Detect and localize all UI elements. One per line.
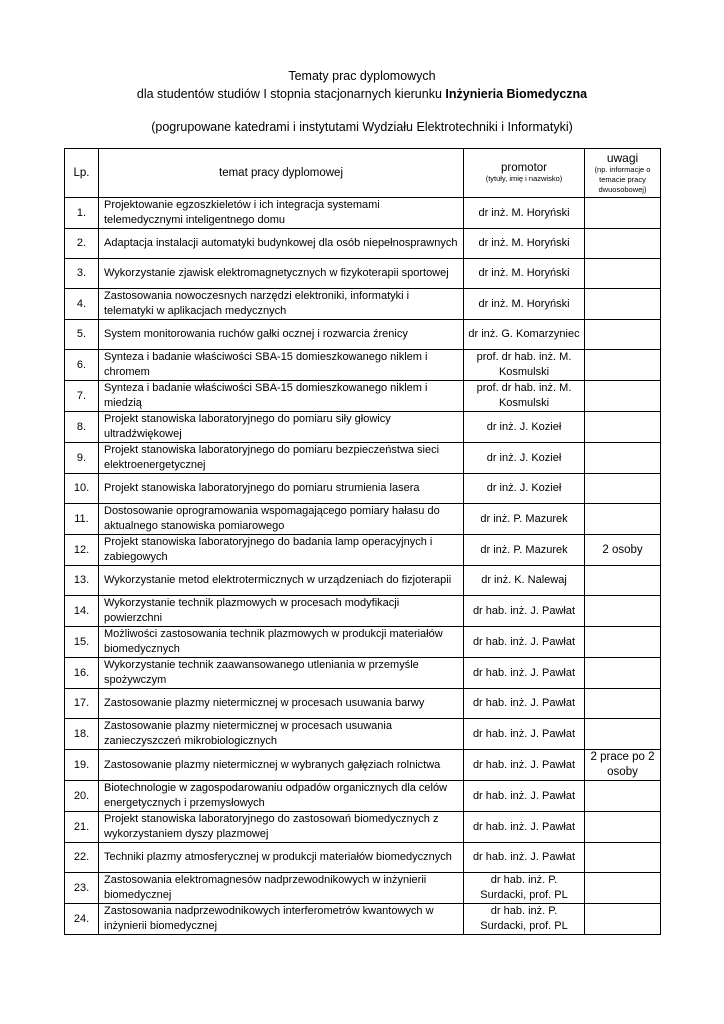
row-uwagi bbox=[585, 198, 661, 229]
row-uwagi bbox=[585, 350, 661, 381]
table-row bbox=[65, 689, 661, 719]
row-uwagi bbox=[585, 904, 661, 935]
row-topic: Biotechnologie w zagospodarowaniu odpadów organicznych dla celów energetycznych i przemysłowych bbox=[99, 781, 464, 812]
row-promotor: dr hab. inż. J. Pawłat bbox=[464, 596, 585, 627]
row-number: 6. bbox=[65, 350, 99, 381]
row-topic: Techniki plazmy atmosferycznej w produkcji materiałów biomedycznych bbox=[99, 843, 464, 873]
row-promotor: dr hab. inż. J. Pawłat bbox=[464, 781, 585, 812]
topics-table bbox=[64, 148, 661, 935]
row-topic: Zastosowanie plazmy nietermicznej w procesach usuwania barwy bbox=[99, 689, 464, 719]
row-promotor: dr inż. M. Horyński bbox=[464, 198, 585, 229]
row-promotor: dr inż. K. Nalewaj bbox=[464, 566, 585, 596]
row-topic: Zastosowania nowoczesnych narzędzi elektroniki, informatyki i telematyki w aplikacjach medycznych bbox=[99, 289, 464, 320]
row-number: 1. bbox=[65, 198, 99, 229]
header-promotor-note: (tytuły, imię i nazwisko) bbox=[485, 174, 563, 183]
table-row bbox=[65, 229, 661, 259]
row-promotor: dr inż. J. Kozieł bbox=[464, 474, 585, 504]
row-topic: Projektowanie egzoszkieletów i ich integracja systemami telemedycznymi inteligentnego domu bbox=[99, 198, 464, 229]
document-title: Tematy prac dyplomowych bbox=[288, 69, 436, 83]
header-lp: Lp. bbox=[65, 149, 99, 198]
row-uwagi: 2 osoby bbox=[585, 535, 661, 566]
table-row bbox=[65, 289, 661, 320]
row-promotor: dr hab. inż. P. Surdacki, prof. PL bbox=[464, 873, 585, 904]
row-topic: Projekt stanowiska laboratoryjnego do zastosowań biomedycznych z wykorzystaniem dyszy plazmowej bbox=[99, 812, 464, 843]
row-number: 16. bbox=[65, 658, 99, 689]
table-row bbox=[65, 320, 661, 350]
table-row bbox=[65, 443, 661, 474]
header-uwagi-note: (np. informacje o temacie pracy dwuosobowej) bbox=[594, 164, 651, 194]
row-topic: Projekt stanowiska laboratoryjnego do pomiaru strumienia lasera bbox=[99, 474, 464, 504]
row-promotor: dr inż. P. Mazurek bbox=[464, 504, 585, 535]
row-topic: System monitorowania ruchów gałki ocznej i rozwarcia źrenicy bbox=[99, 320, 464, 350]
row-uwagi bbox=[585, 781, 661, 812]
table-row bbox=[65, 350, 661, 381]
table-row bbox=[65, 843, 661, 873]
row-promotor: dr inż. J. Kozieł bbox=[464, 412, 585, 443]
row-promotor: prof. dr hab. inż. M. Kosmulski bbox=[464, 350, 585, 381]
row-number: 3. bbox=[65, 259, 99, 289]
header-promotor-label: promotor bbox=[500, 162, 548, 174]
row-number: 15. bbox=[65, 627, 99, 658]
row-number: 10. bbox=[65, 474, 99, 504]
table-row bbox=[65, 904, 661, 935]
row-number: 12. bbox=[65, 535, 99, 566]
row-uwagi bbox=[585, 873, 661, 904]
row-number: 20. bbox=[65, 781, 99, 812]
row-number: 21. bbox=[65, 812, 99, 843]
table-row bbox=[65, 781, 661, 812]
row-uwagi bbox=[585, 443, 661, 474]
row-promotor: dr inż. P. Mazurek bbox=[464, 535, 585, 566]
row-promotor: dr hab. inż. J. Pawłat bbox=[464, 750, 585, 781]
header-promotor bbox=[464, 149, 585, 198]
row-topic: Synteza i badanie właściwości SBA-15 domieszkowanego niklem i miedzią bbox=[99, 381, 464, 412]
row-number: 8. bbox=[65, 412, 99, 443]
table-row bbox=[65, 198, 661, 229]
table-row bbox=[65, 658, 661, 689]
row-promotor: dr hab. inż. P. Surdacki, prof. PL bbox=[464, 904, 585, 935]
row-uwagi bbox=[585, 627, 661, 658]
row-topic: Zastosowanie plazmy nietermicznej w procesach usuwania zanieczyszczeń mikrobiologicznych bbox=[99, 719, 464, 750]
table-row bbox=[65, 750, 661, 781]
table-row bbox=[65, 535, 661, 566]
row-promotor: dr inż. M. Horyński bbox=[464, 259, 585, 289]
row-topic: Projekt stanowiska laboratoryjnego do badania lamp operacyjnych i zabiegowych bbox=[99, 535, 464, 566]
row-uwagi bbox=[585, 812, 661, 843]
row-topic: Wykorzystanie technik plazmowych w procesach modyfikacji powierzchni bbox=[99, 596, 464, 627]
row-promotor: dr inż. G. Komarzyniec bbox=[464, 320, 585, 350]
table-row bbox=[65, 381, 661, 412]
row-uwagi bbox=[585, 289, 661, 320]
row-promotor: dr inż. M. Horyński bbox=[464, 229, 585, 259]
row-uwagi bbox=[585, 504, 661, 535]
table-row bbox=[65, 812, 661, 843]
row-promotor: dr hab. inż. J. Pawłat bbox=[464, 719, 585, 750]
row-topic: Dostosowanie oprogramowania wspomagającego pomiary hałasu do aktualnego stanowiska pomiarowego bbox=[99, 504, 464, 535]
row-promotor: dr inż. J. Kozieł bbox=[464, 443, 585, 474]
table-row bbox=[65, 873, 661, 904]
row-promotor: prof. dr hab. inż. M. Kosmulski bbox=[464, 381, 585, 412]
row-topic: Zastosowania nadprzewodnikowych interferometrów kwantowych w inżynierii biomedycznej bbox=[99, 904, 464, 935]
table-row bbox=[65, 259, 661, 289]
row-uwagi: 2 prace po 2 osoby bbox=[585, 750, 661, 781]
row-promotor: dr hab. inż. J. Pawłat bbox=[464, 843, 585, 873]
subtitle-prefix: dla studentów studiów I stopnia stacjonarnych kierunku bbox=[136, 87, 446, 101]
row-promotor: dr hab. inż. J. Pawłat bbox=[464, 812, 585, 843]
header-uwagi-label: uwagi bbox=[606, 150, 639, 165]
row-number: 17. bbox=[65, 689, 99, 719]
table-row bbox=[65, 627, 661, 658]
row-number: 11. bbox=[65, 504, 99, 535]
row-uwagi bbox=[585, 596, 661, 627]
row-number: 23. bbox=[65, 873, 99, 904]
field-of-study: Inżynieria Biomedyczna bbox=[445, 87, 588, 101]
header-uwagi bbox=[585, 149, 661, 198]
row-number: 9. bbox=[65, 443, 99, 474]
row-uwagi bbox=[585, 843, 661, 873]
row-topic: Zastosowania elektromagnesów nadprzewodnikowych w inżynierii biomedycznej bbox=[99, 873, 464, 904]
row-uwagi bbox=[585, 474, 661, 504]
row-promotor: dr hab. inż. J. Pawłat bbox=[464, 627, 585, 658]
table-header-row bbox=[65, 149, 661, 198]
row-topic: Zastosowanie plazmy nietermicznej w wybranych gałęziach rolnictwa bbox=[99, 750, 464, 781]
table-row bbox=[65, 412, 661, 443]
grouping-note: (pogrupowane katedrami i instytutami Wydziału Elektrotechniki i Informatyki) bbox=[151, 120, 573, 134]
row-number: 22. bbox=[65, 843, 99, 873]
row-uwagi bbox=[585, 320, 661, 350]
row-topic: Możliwości zastosowania technik plazmowych w produkcji materiałów biomedycznych bbox=[99, 627, 464, 658]
row-number: 18. bbox=[65, 719, 99, 750]
row-number: 2. bbox=[65, 229, 99, 259]
row-number: 14. bbox=[65, 596, 99, 627]
row-topic: Adaptacja instalacji automatyki budynkowej dla osób niepełnosprawnych bbox=[99, 229, 464, 259]
row-promotor: dr hab. inż. J. Pawłat bbox=[464, 689, 585, 719]
row-uwagi bbox=[585, 689, 661, 719]
row-number: 7. bbox=[65, 381, 99, 412]
row-uwagi bbox=[585, 259, 661, 289]
row-promotor: dr hab. inż. J. Pawłat bbox=[464, 658, 585, 689]
row-uwagi bbox=[585, 719, 661, 750]
row-topic: Wykorzystanie zjawisk elektromagnetycznych w fizykoterapii sportowej bbox=[99, 259, 464, 289]
row-topic: Wykorzystanie metod elektrotermicznych w urządzeniach do fizjoterapii bbox=[99, 566, 464, 596]
row-uwagi bbox=[585, 412, 661, 443]
header-topic: temat pracy dyplomowej bbox=[99, 149, 464, 198]
row-uwagi bbox=[585, 381, 661, 412]
row-topic: Wykorzystanie technik zaawansowanego utleniania w przemyśle spożywczym bbox=[99, 658, 464, 689]
table-row bbox=[65, 596, 661, 627]
table-row bbox=[65, 719, 661, 750]
row-uwagi bbox=[585, 229, 661, 259]
row-topic: Projekt stanowiska laboratoryjnego do pomiaru bezpieczeństwa sieci elektroenergetycznej bbox=[99, 443, 464, 474]
row-uwagi bbox=[585, 658, 661, 689]
row-number: 19. bbox=[65, 750, 99, 781]
row-topic: Projekt stanowiska laboratoryjnego do pomiaru siły głowicy ultradźwiękowej bbox=[99, 412, 464, 443]
document-subtitle bbox=[0, 85, 724, 103]
row-number: 13. bbox=[65, 566, 99, 596]
row-number: 24. bbox=[65, 904, 99, 935]
row-number: 4. bbox=[65, 289, 99, 320]
row-uwagi bbox=[585, 566, 661, 596]
document-header bbox=[0, 67, 724, 136]
table-row bbox=[65, 504, 661, 535]
row-number: 5. bbox=[65, 320, 99, 350]
table-row bbox=[65, 474, 661, 504]
row-promotor: dr inż. M. Horyński bbox=[464, 289, 585, 320]
row-topic: Synteza i badanie właściwości SBA-15 domieszkowanego niklem i chromem bbox=[99, 350, 464, 381]
table-row bbox=[65, 566, 661, 596]
